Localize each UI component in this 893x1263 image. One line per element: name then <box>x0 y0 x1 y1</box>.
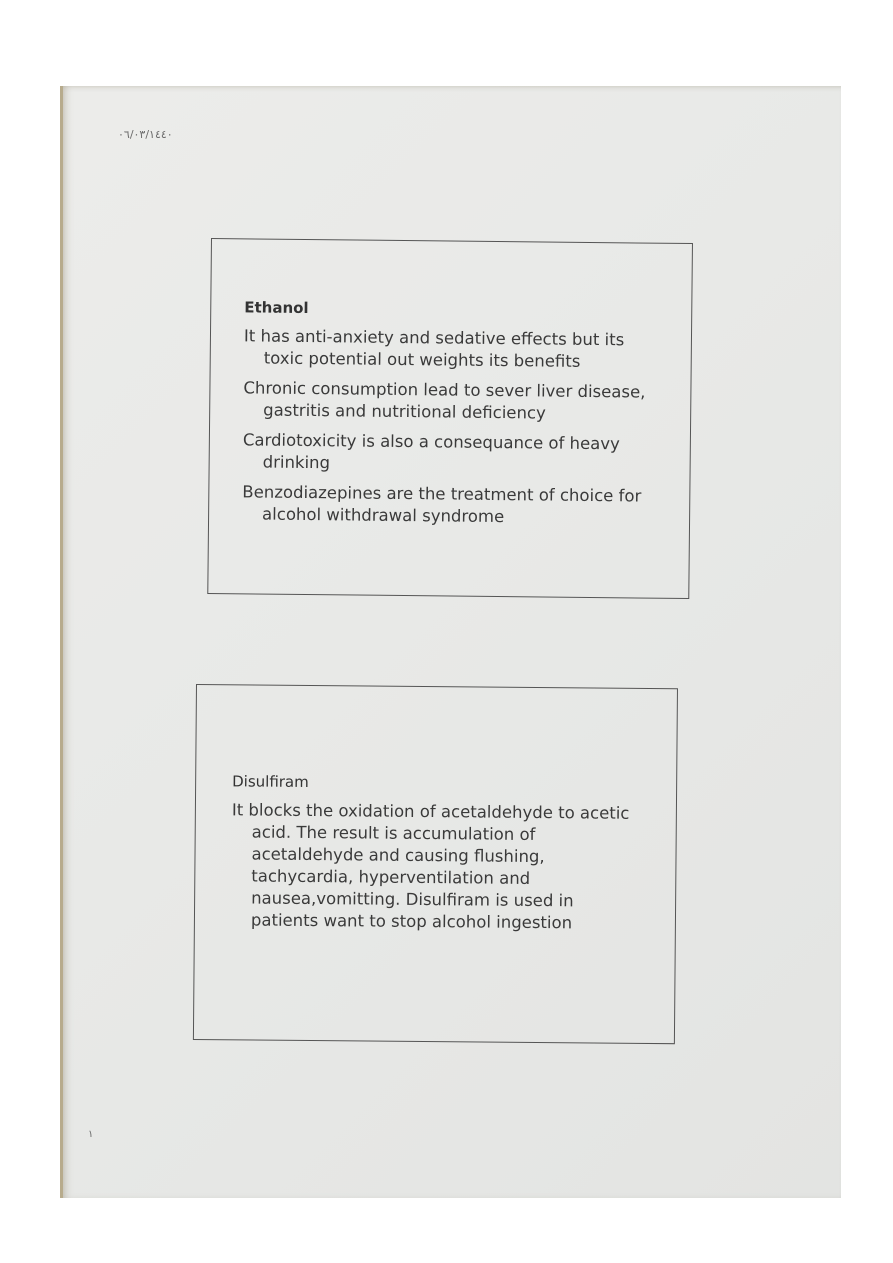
slide-disulfiram <box>193 684 678 1044</box>
list-item: It has anti-anxiety and sedative effects but its toxic potential out weights its benefits <box>243 326 625 371</box>
list-item: Chronic consumption lead to sever liver disease, gastritis and nutritional deficiency <box>243 378 646 423</box>
slide-ethanol <box>207 238 693 599</box>
list-item: Benzodiazepines are the treatment of choice for alcohol withdrawal syndrome <box>242 482 642 527</box>
bullet-list <box>242 325 664 529</box>
slide-content <box>242 297 664 537</box>
page-mark: ١ <box>88 1129 94 1140</box>
handwritten-date: ٠٦/٠٣/١٤٤٠ <box>118 128 173 141</box>
slide-content <box>231 771 642 943</box>
list-item: It blocks the oxidation of acetaldehyde to acetic acid. The result is accumulation of acetaldehyde and causing flushing, tachycardia, hyperventilation and nausea,vomitting. Disulfiram is used in patients want to stop alcohol ingestion <box>231 800 630 933</box>
slide-title: Ethanol <box>244 298 309 318</box>
slide-title: Disulfiram <box>232 772 309 791</box>
paper-sheet <box>60 86 841 1198</box>
list-item: Cardiotoxicity is also a consequance of heavy drinking <box>242 430 620 473</box>
bullet-list <box>231 799 642 935</box>
